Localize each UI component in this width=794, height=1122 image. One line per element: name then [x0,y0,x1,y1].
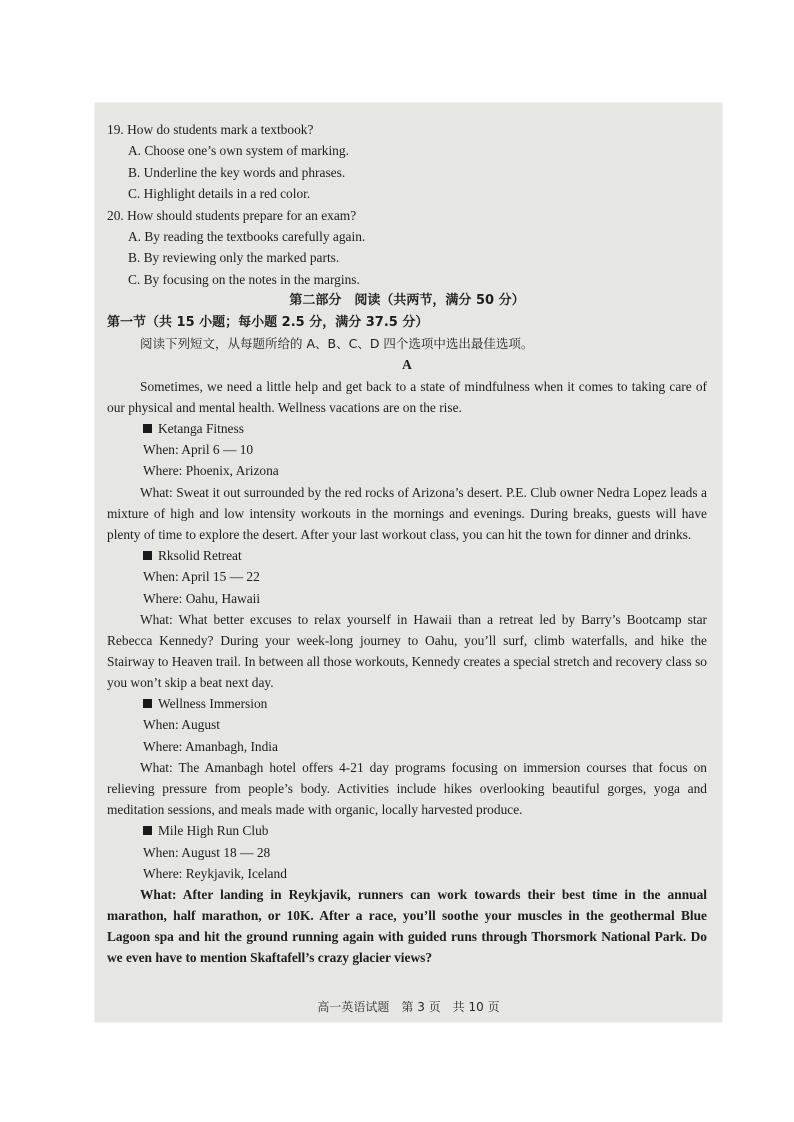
item-when: When: August 18 — 28 [143,844,271,860]
part2-heading: 第二部分 阅读（共两节，满分 50 分） [289,293,525,309]
passage-intro: Sometimes, we need a little help and get back to a state of mindfulness when it comes to taking care of our physical and mental health. Wellness vacations are on the rise. [107,378,707,415]
item-when: When: April 6 — 10 [143,442,254,458]
item-where: Where: Oahu, Hawaii [143,590,261,606]
question-20-stem: 20. How should students prepare for an exam? [107,207,357,223]
square-bullet-icon [143,551,152,560]
question-19-option-b: B. Underline the key words and phrases. [128,164,346,180]
square-bullet-icon [143,826,152,835]
question-20-option-c: C. By focusing on the notes in the margins. [128,271,360,287]
item-when: When: August [143,717,220,733]
item-title: Mile High Run Club [158,823,269,839]
section1-heading: 第一节（共 15 小题；每小题 2.5 分，满分 37.5 分） [107,314,429,330]
item-title: Wellness Immersion [158,696,268,712]
page-footer: 高一英语试题 第 3 页 共 10 页 [317,1000,500,1014]
item-title: Rksolid Retreat [158,547,242,563]
question-19-option-c: C. Highlight details in a red color. [128,186,311,202]
item-rksolid-retreat [107,545,707,566]
item-what: What: The Amanbagh hotel offers 4-21 day programs focusing on immersion courses that focus on relieving pressure from people’s body. Activities include hikes overlooking beautiful gorges, yoga and meditation sessions, and meals made with organic, locally harvested produce. [107,760,707,818]
question-20-option-a: A. By reading the textbooks carefully again. [128,228,366,244]
item-mile-high-run-club [107,820,707,841]
question-19-option-a: A. Choose one’s own system of marking. [128,143,349,159]
reading-instructions: 阅读下列短文，从每题所给的 A、B、C、D 四个选项中选出最佳选项。 [140,335,534,351]
item-what: What: After landing in Reykjavik, runners can work towards their best time in the annual marathon, half marathon, or 10K. After a race, you’ll soothe your muscles in the geothermal Blue Lagoon spa and hit the ground running again with guided runs through Thorsmork National Park. Do we even have to mention Skaftafell’s crazy glacier views? [107,887,707,966]
square-bullet-icon [143,699,152,708]
exam-page [95,103,722,1022]
square-bullet-icon [143,424,152,433]
item-ketanga-fitness [107,418,707,439]
passage-letter: A [402,357,412,373]
item-what: What: Sweat it out surrounded by the red rocks of Arizona’s desert. P.E. Club owner Nedra Lopez leads a mixture of high and low intensity workouts in the mornings and evenings. During breaks, guests will have plenty of time to explore the desert. After your last workout class, you can hit the town for dinner and drinks. [107,484,707,542]
item-where: Where: Amanbagh, India [143,738,278,754]
item-wellness-immersion [107,693,707,714]
question-20-option-b: B. By reviewing only the marked parts. [128,250,340,266]
item-when: When: April 15 — 22 [143,569,260,585]
item-where: Where: Reykjavik, Iceland [143,865,287,881]
item-where: Where: Phoenix, Arizona [143,463,279,479]
page-content [107,119,707,968]
item-what: What: What better excuses to relax yourself in Hawaii than a retreat led by Barry’s Bootcamp star Rebecca Kennedy? During your week-long journey to Oahu, you’ll surf, climb waterfalls, and hike the Stairway to Heaven trail. In between all those workouts, Kennedy creates a special stretch and recovery class so you won’t skip a beat next day. [107,612,707,691]
item-title: Ketanga Fitness [158,420,244,436]
question-19-stem: 19. How do students mark a textbook? [107,122,314,137]
